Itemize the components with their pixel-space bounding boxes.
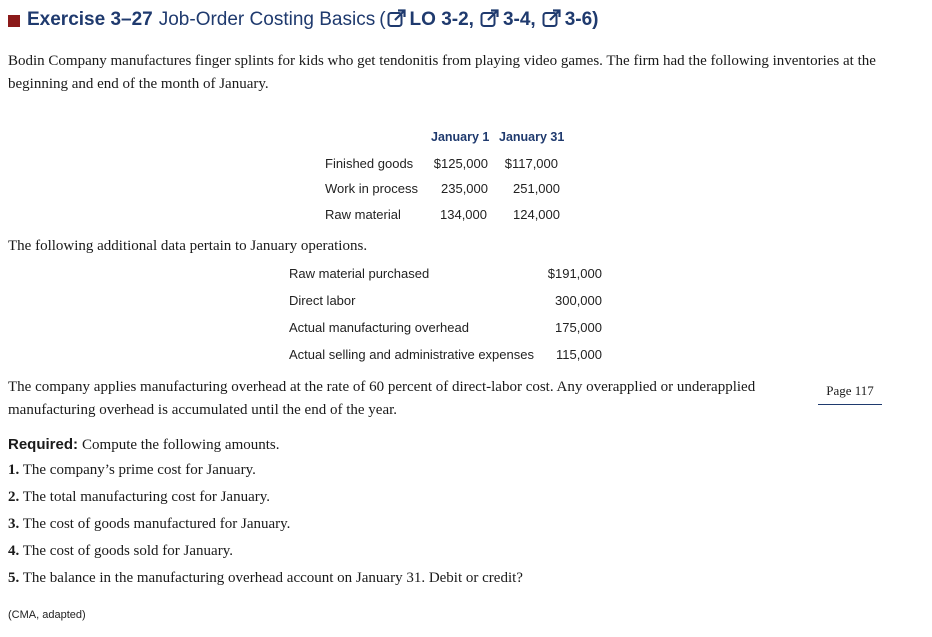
applies-line-2: manufacturing overhead is accumulated until the end of the year. [8, 402, 398, 418]
exercise-title: Job-Order Costing Basics [158, 9, 376, 30]
required-label: Required: [8, 436, 79, 453]
list-item [8, 516, 290, 533]
additional-row-label: Actual manufacturing overhead [289, 320, 469, 335]
list-item-number: 3. [8, 516, 20, 532]
additional-row-label: Actual selling and administrative expenses [289, 347, 534, 362]
inventory-jan1-value: 235,000 [441, 181, 488, 196]
source-note: (CMA, adapted) [8, 609, 86, 621]
inventory-jan31-value: 124,000 [513, 207, 560, 222]
inventory-jan31-value: $117,000 [504, 156, 558, 171]
list-item-number: 5. [8, 570, 20, 586]
inventory-row-label: Raw material [325, 207, 401, 222]
external-link-icon[interactable] [480, 8, 500, 33]
exercise-header [8, 5, 598, 35]
list-item [8, 543, 233, 560]
list-item-number: 1. [8, 462, 20, 478]
list-item [8, 489, 270, 506]
lo-link-1[interactable]: LO 3-2, [409, 9, 474, 30]
inventory-jan1-value: $125,000 [433, 156, 488, 171]
additional-row-value: $191,000 [547, 266, 602, 281]
open-paren: ( [379, 9, 386, 30]
additional-row-value: 175,000 [555, 320, 602, 335]
list-item-text: The cost of goods manufactured for January. [22, 516, 291, 532]
list-item [8, 570, 523, 587]
required-text: Compute the following amounts. [82, 437, 280, 453]
intro-paragraph: Bodin Company manufactures finger splints for kids who get tendonitis from playing video games. The firm had the following inventories at the beginning and end of the month of January. [8, 53, 876, 92]
list-item-text: The company’s prime cost for January. [22, 462, 256, 478]
list-item-number: 2. [8, 489, 20, 505]
column-header-jan1: January 1 [431, 130, 490, 144]
inventory-jan31-value: 251,000 [513, 181, 560, 196]
additional-row-label: Direct labor [289, 293, 356, 308]
external-link-icon[interactable] [542, 8, 562, 33]
inventory-jan1-value: 134,000 [440, 207, 487, 222]
external-link-icon[interactable] [387, 8, 407, 33]
additional-row-label: Raw material purchased [289, 266, 430, 281]
list-item-text: The balance in the manufacturing overhead account on January 31. Debit or credit? [22, 570, 523, 586]
inventory-row-label: Work in process [325, 181, 418, 196]
lo-link-2[interactable]: 3-4, [502, 9, 536, 30]
inventory-row-label: Finished goods [325, 156, 414, 171]
list-item [8, 462, 256, 479]
applies-line-1: The company applies manufacturing overhead at the rate of 60 percent of direct-labor cost. Any overapplied or underapplied [8, 379, 756, 395]
additional-row-value: 300,000 [555, 293, 602, 308]
lo-link-3[interactable]: 3-6) [564, 9, 599, 30]
required-line [8, 434, 280, 457]
section-marker-icon [8, 15, 20, 27]
column-header-jan31: January 31 [499, 130, 565, 144]
additional-intro: The following additional data pertain to January operations. [8, 238, 368, 254]
page-reference: Page 117 [818, 378, 882, 405]
additional-row-value: 115,000 [555, 347, 602, 362]
exercise-number: Exercise 3–27 [27, 9, 153, 30]
list-item-text: The cost of goods sold for January. [22, 543, 233, 559]
list-item-number: 4. [8, 543, 20, 559]
list-item-text: The total manufacturing cost for January. [22, 489, 271, 505]
